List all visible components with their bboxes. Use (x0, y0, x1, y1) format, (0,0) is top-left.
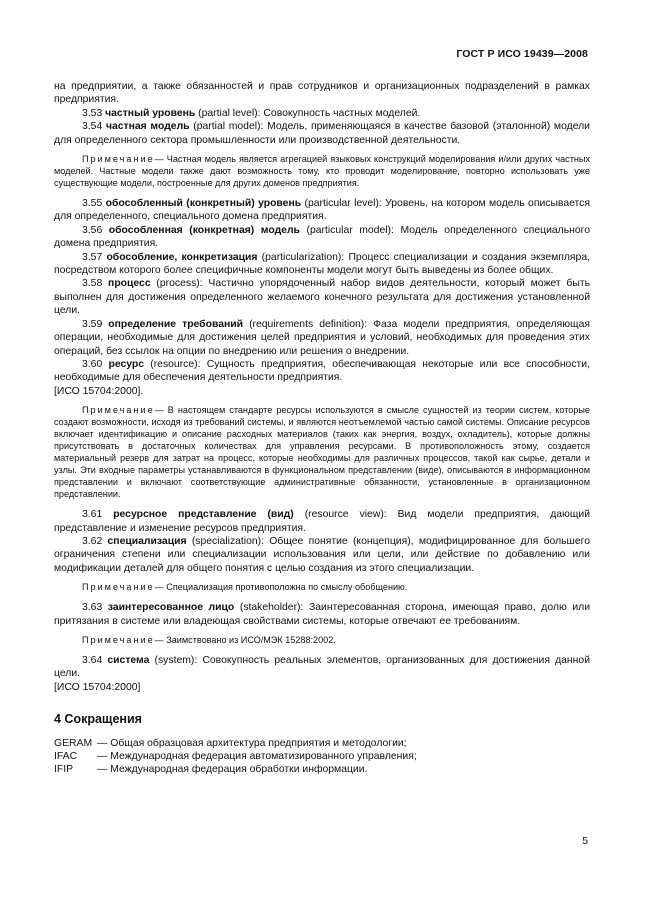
abbreviation-row (54, 750, 590, 763)
term-3-61 (54, 508, 590, 535)
term-number: 3.56 (82, 224, 103, 236)
term-number: 3.61 (82, 509, 103, 521)
term-name: обособленный (конкретный) уровень (105, 198, 302, 210)
term-number: 3.62 (82, 535, 103, 547)
term-number: 3.54 (82, 121, 103, 133)
term-number: 3.60 (82, 358, 103, 370)
term-definition: (process): Частично упорядоченный набор видов деятельности, который может быть выполнен для достижения определенного желаемого конечного результата для достижения установленной цели. (54, 278, 591, 317)
abbreviation-description: — Международная федерация автоматизированного управления; (97, 751, 417, 762)
term-number: 3.63 (82, 602, 103, 614)
note-text: — В настоящем стандарте ресурсы используются в смысле сущностей из теории систем, которые создают возможности, исходя из требований системы, и являются неотъемлемой частью самой системы. Описание ресурсов включает идентификацию и описание расходных материалов (таких как энергия, воздух, охладитель), которые должны присутствовать в достаточных количествах для управления ресурсами. В противоположность этому, создается материальный резерв для затрат на процесс, которые необходимы для различных процессов, такой как сырье, детали и узлы. Эти входные параметры устанавливаются в функциональном представлении (виде), описываются в информационном представлении и включают соответствующие административные обязанности, установленные в организационном представлении. (54, 405, 590, 500)
term-name: заинтересованное лицо (107, 602, 235, 614)
term-definition: (resource view): Вид модели предприятия, дающий представление и изменение ресурсов предприятия. (54, 509, 591, 534)
term-3-54 (54, 120, 590, 147)
term-reference: [ИСО 15704:2000]. (54, 385, 144, 397)
abbreviation-row (54, 737, 590, 750)
term-definition: (particular model): Модель определенного специального домена предприятия. (54, 224, 591, 250)
term-name: частный уровень (105, 107, 196, 119)
term-3-56 (54, 224, 590, 251)
term-3-58 (54, 277, 590, 317)
term-name: система (107, 654, 150, 666)
term-3-60 (54, 358, 590, 385)
note-2 (54, 404, 590, 500)
abbreviation-description: — Международная федерация обработки информации. (97, 764, 368, 776)
term-name: определение требований (108, 318, 244, 330)
paragraph-continuation: на предприятии, а также обязанностей и прав сотрудников и организационных подразделений в рамках предприятия. (54, 81, 590, 106)
term-name: ресурс (108, 358, 145, 370)
term-number: 3.64 (82, 654, 103, 666)
note-4 (54, 634, 590, 646)
term-number: 3.53 (82, 107, 103, 119)
note-label: Примечание (82, 634, 155, 645)
term-number: 3.55 (82, 198, 103, 210)
term-number: 3.57 (82, 251, 103, 263)
term-reference: [ИСО 15704:2000] (54, 681, 141, 693)
document-body (54, 80, 590, 777)
note-text: — Заимствовано из ИСО/МЭК 15288:2002. (154, 634, 336, 645)
term-definition: (particular level): Уровень, на котором модель описывается для определенного, специального домена предприятия. (54, 198, 591, 223)
term-name: ресурсное представление (вид) (113, 509, 294, 521)
term-3-55 (54, 197, 590, 224)
note-label: Примечание (82, 582, 155, 593)
term-name: процесс (108, 278, 151, 290)
note-label: Примечание (82, 405, 155, 416)
term-3-64 (54, 654, 590, 681)
term-name: специализация (107, 535, 187, 547)
term-definition: (requirements definition): Фаза модели предприятия, определяющая операции, необходимые для достижения целей предприятия и условий, необходимых для проведения этих операций, без ссылок на опции по внедрению или решения о внедрении. (54, 318, 590, 357)
term-3-63 (54, 601, 590, 628)
term-definition: (partial level): Совокупность частных моделей. (198, 107, 421, 119)
term-definition: (stakeholder): Заинтересованная сторона, имеющая право, долю или притязания в системе или владеющая свойствами системы, которые отвечают ее требованиям. (54, 602, 590, 627)
term-definition: (resource): Сущность предприятия, обеспечивающая некоторые или все способности, необходимые для обеспечения деятельности предприятия. (54, 358, 590, 384)
term-name: обособление, конкретизация (106, 251, 258, 263)
term-definition: (system): Совокупность реальных элементов, организованных для достижения данной цели. (54, 654, 590, 680)
note-text: — Специализация противоположна по смыслу обобщению. (154, 582, 408, 593)
term-name: обособленная (конкретная) модель (108, 224, 300, 236)
note-3 (54, 581, 590, 593)
term-3-53 (54, 107, 590, 120)
abbreviation: GERAM (54, 737, 93, 749)
term-number: 3.59 (82, 318, 103, 330)
abbreviation-description: — Общая образцовая архитектура предприятия и методологии; (97, 737, 407, 749)
page-number: 5 (582, 836, 588, 847)
document-id-header: ГОСТ Р ИСО 19439—2008 (456, 48, 588, 60)
term-3-59 (54, 318, 590, 358)
term-definition: (partial model): Модель, применяющаяся в качестве базовой (эталонной) модели для определенного сектора промышленности или производственной деятельности. (54, 121, 590, 146)
term-name: частная модель (105, 121, 190, 133)
term-number: 3.58 (82, 278, 103, 290)
term-3-62 (54, 535, 590, 575)
term-definition: (specialization): Общее понятие (концепция), модифицированное для большего ограничения степени или специализации использования или цели, или действие по добавлению или модификации деталей для общего понятия с целью создания из этого специализации. (54, 535, 591, 574)
abbreviation: IFAC (54, 751, 78, 762)
term-definition: (particularization): Процесс специализации и создания экземпляра, посредством которого более специфичные компоненты модели могут быть выведены из более общих. (54, 251, 590, 277)
abbreviation-row (54, 763, 590, 776)
note-1 (54, 153, 590, 189)
note-label: Примечание (82, 154, 155, 165)
abbreviation: IFIP (54, 764, 74, 776)
note-text: — Частная модель является агрегацией языковых конструкций моделирования и/или других частных моделей. Частные модели также дают возможность тому, кто проводит моделирование, повторно использовать уже существующие модели, построенные для других доменов предприятия. (54, 154, 590, 189)
section-heading: 4 Сокращения (54, 712, 142, 727)
term-3-57 (54, 251, 590, 278)
